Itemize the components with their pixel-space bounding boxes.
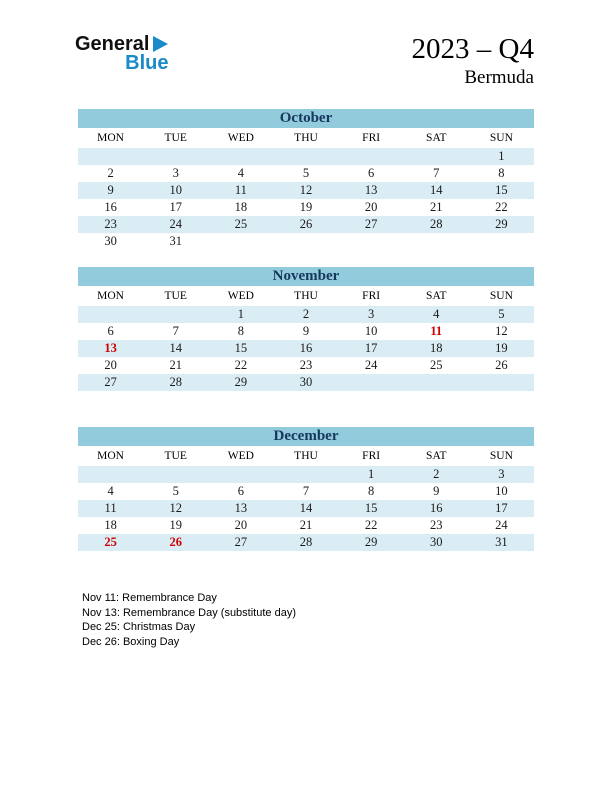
day-cell: 22	[234, 358, 248, 372]
day-cell: 30	[299, 375, 313, 389]
day-cell: 26	[299, 217, 313, 231]
day-cell: 12	[299, 183, 313, 197]
weekday-header: SUN	[489, 450, 513, 462]
day-cell: 25	[104, 535, 117, 549]
weekday-header: FRI	[362, 290, 381, 302]
month-table-october	[78, 109, 534, 250]
day-cell	[78, 148, 143, 165]
general-blue-logo	[75, 34, 168, 73]
day-cell: 20	[104, 358, 117, 372]
day-cell: 24	[495, 518, 508, 532]
weekday-header: SAT	[426, 450, 447, 462]
day-cell: 22	[495, 200, 508, 214]
day-cell: 15	[234, 341, 248, 355]
day-cell: 23	[104, 217, 117, 231]
weekday-header: SUN	[489, 132, 513, 144]
day-cell: 23	[430, 518, 443, 532]
weekday-header: FRI	[362, 450, 381, 462]
day-cell: 14	[169, 341, 182, 355]
day-cell: 2	[433, 467, 440, 481]
day-cell	[339, 233, 404, 250]
day-cell: 28	[430, 217, 443, 231]
weekday-header: TUE	[164, 132, 187, 144]
holiday-note: Dec 25: Christmas Day	[82, 621, 196, 633]
day-cell: 4	[107, 484, 114, 498]
day-cell: 25	[430, 358, 443, 372]
day-cell: 23	[299, 358, 313, 372]
day-cell: 9	[433, 484, 440, 498]
day-cell: 8	[498, 166, 505, 180]
day-cell	[78, 306, 143, 323]
day-cell: 17	[364, 341, 378, 355]
day-cell: 13	[234, 501, 248, 515]
weekday-header: TUE	[164, 290, 187, 302]
day-cell: 10	[169, 183, 182, 197]
weekday-header: MON	[97, 290, 124, 302]
weekday-header: SAT	[426, 290, 447, 302]
day-cell: 29	[495, 217, 508, 231]
month-table-november	[78, 267, 534, 391]
logo-line-1	[75, 34, 168, 54]
day-cell: 9	[302, 324, 310, 338]
day-cell: 12	[169, 501, 182, 515]
day-cell: 24	[364, 358, 378, 372]
day-cell: 30	[104, 234, 117, 248]
weekday-header: WED	[227, 290, 254, 302]
day-cell: 12	[495, 324, 508, 338]
weekday-header: MON	[97, 132, 124, 144]
weekday-header: SUN	[489, 290, 513, 302]
day-cell: 10	[364, 324, 378, 338]
day-cell: 31	[495, 535, 508, 549]
day-cell: 3	[172, 166, 179, 180]
day-cell: 4	[237, 166, 244, 180]
day-cell: 3	[368, 307, 375, 321]
weekday-header: THU	[294, 132, 318, 144]
day-cell	[339, 374, 404, 391]
day-cell: 18	[430, 341, 443, 355]
day-cell: 14	[430, 183, 443, 197]
day-cell: 5	[302, 166, 310, 180]
day-cell: 16	[299, 341, 313, 355]
day-cell: 18	[104, 518, 117, 532]
day-cell: 20	[234, 518, 248, 532]
day-cell: 3	[498, 467, 505, 481]
page-header	[0, 0, 612, 89]
day-cell	[273, 148, 338, 165]
day-cell: 5	[172, 484, 179, 498]
day-cell	[404, 233, 469, 250]
logo-text-general: General	[75, 33, 150, 55]
holiday-note: Dec 26: Boxing Day	[82, 635, 180, 648]
day-cell: 27	[104, 375, 117, 389]
day-cell: 5	[498, 307, 505, 321]
day-cell	[208, 148, 273, 165]
day-cell: 14	[299, 501, 313, 515]
logo-text-blue: Blue	[125, 52, 169, 74]
weekday-header: SAT	[426, 132, 447, 144]
day-cell	[273, 233, 338, 250]
day-cell: 2	[107, 166, 114, 180]
quarter-title: 2023 – Q4	[411, 33, 534, 65]
day-cell	[78, 466, 143, 483]
day-cell: 24	[169, 217, 182, 231]
weekday-header: THU	[294, 290, 318, 302]
holiday-note: Nov 11: Remembrance Day	[82, 592, 217, 604]
months-container	[0, 109, 612, 551]
day-cell: 17	[495, 501, 508, 515]
day-cell	[469, 374, 534, 391]
day-cell: 6	[237, 484, 244, 498]
month-title: November	[78, 267, 534, 286]
day-cell: 27	[234, 535, 248, 549]
day-cell	[143, 148, 208, 165]
day-cell: 29	[364, 535, 378, 549]
day-cell: 9	[107, 183, 114, 197]
weekday-header: MON	[97, 450, 124, 462]
weekday-header: THU	[294, 450, 318, 462]
day-cell: 7	[433, 166, 440, 180]
day-cell: 13	[104, 341, 117, 355]
logo-triangle-icon	[153, 36, 168, 52]
day-cell	[143, 466, 208, 483]
day-cell: 27	[364, 217, 378, 231]
day-cell: 21	[430, 200, 443, 214]
day-cell: 15	[495, 183, 508, 197]
day-cell: 26	[495, 358, 508, 372]
day-cell: 17	[169, 200, 182, 214]
day-cell: 22	[364, 518, 378, 532]
day-cell: 16	[430, 501, 443, 515]
day-cell: 1	[368, 467, 375, 481]
day-cell	[469, 233, 534, 250]
day-cell: 20	[364, 200, 378, 214]
day-cell: 21	[299, 518, 313, 532]
day-cell: 4	[433, 307, 440, 321]
weekday-header: WED	[227, 450, 254, 462]
day-cell: 11	[104, 501, 117, 515]
day-cell: 6	[368, 166, 375, 180]
holiday-note: Nov 13: Remembrance Day (substitute day)	[82, 606, 296, 619]
day-cell: 16	[104, 200, 117, 214]
day-cell: 7	[172, 324, 179, 338]
day-cell	[339, 148, 404, 165]
day-cell	[208, 233, 273, 250]
day-cell	[143, 306, 208, 323]
day-cell: 15	[364, 501, 378, 515]
month-title: December	[78, 427, 534, 446]
day-cell: 11	[234, 183, 247, 197]
title-block	[412, 34, 534, 89]
day-cell: 21	[169, 358, 182, 372]
weekday-header: FRI	[362, 132, 381, 144]
day-cell: 8	[237, 324, 244, 338]
day-cell: 28	[169, 375, 182, 389]
day-cell: 7	[302, 484, 310, 498]
day-cell: 6	[107, 324, 114, 338]
month-title: October	[78, 109, 534, 128]
day-cell: 19	[299, 200, 313, 214]
day-cell	[404, 374, 469, 391]
day-cell	[208, 466, 273, 483]
day-cell: 11	[430, 324, 443, 338]
day-cell: 19	[169, 518, 182, 532]
day-cell: 31	[169, 234, 182, 248]
day-cell: 10	[495, 484, 508, 498]
region-subtitle: Bermuda	[464, 67, 534, 88]
day-cell: 19	[495, 341, 508, 355]
day-cell: 26	[169, 535, 182, 549]
month-table-december	[78, 427, 534, 551]
day-cell: 28	[299, 535, 313, 549]
day-cell: 2	[302, 307, 310, 321]
weekday-header: TUE	[164, 450, 187, 462]
day-cell: 8	[368, 484, 375, 498]
day-cell: 1	[498, 149, 505, 163]
day-cell	[273, 466, 338, 483]
day-cell: 25	[234, 217, 248, 231]
day-cell: 30	[430, 535, 443, 549]
day-cell: 29	[234, 375, 248, 389]
day-cell: 1	[237, 307, 244, 321]
day-cell: 13	[364, 183, 378, 197]
weekday-header: WED	[227, 132, 254, 144]
day-cell	[404, 148, 469, 165]
holiday-list	[82, 591, 612, 649]
day-cell: 18	[234, 200, 248, 214]
